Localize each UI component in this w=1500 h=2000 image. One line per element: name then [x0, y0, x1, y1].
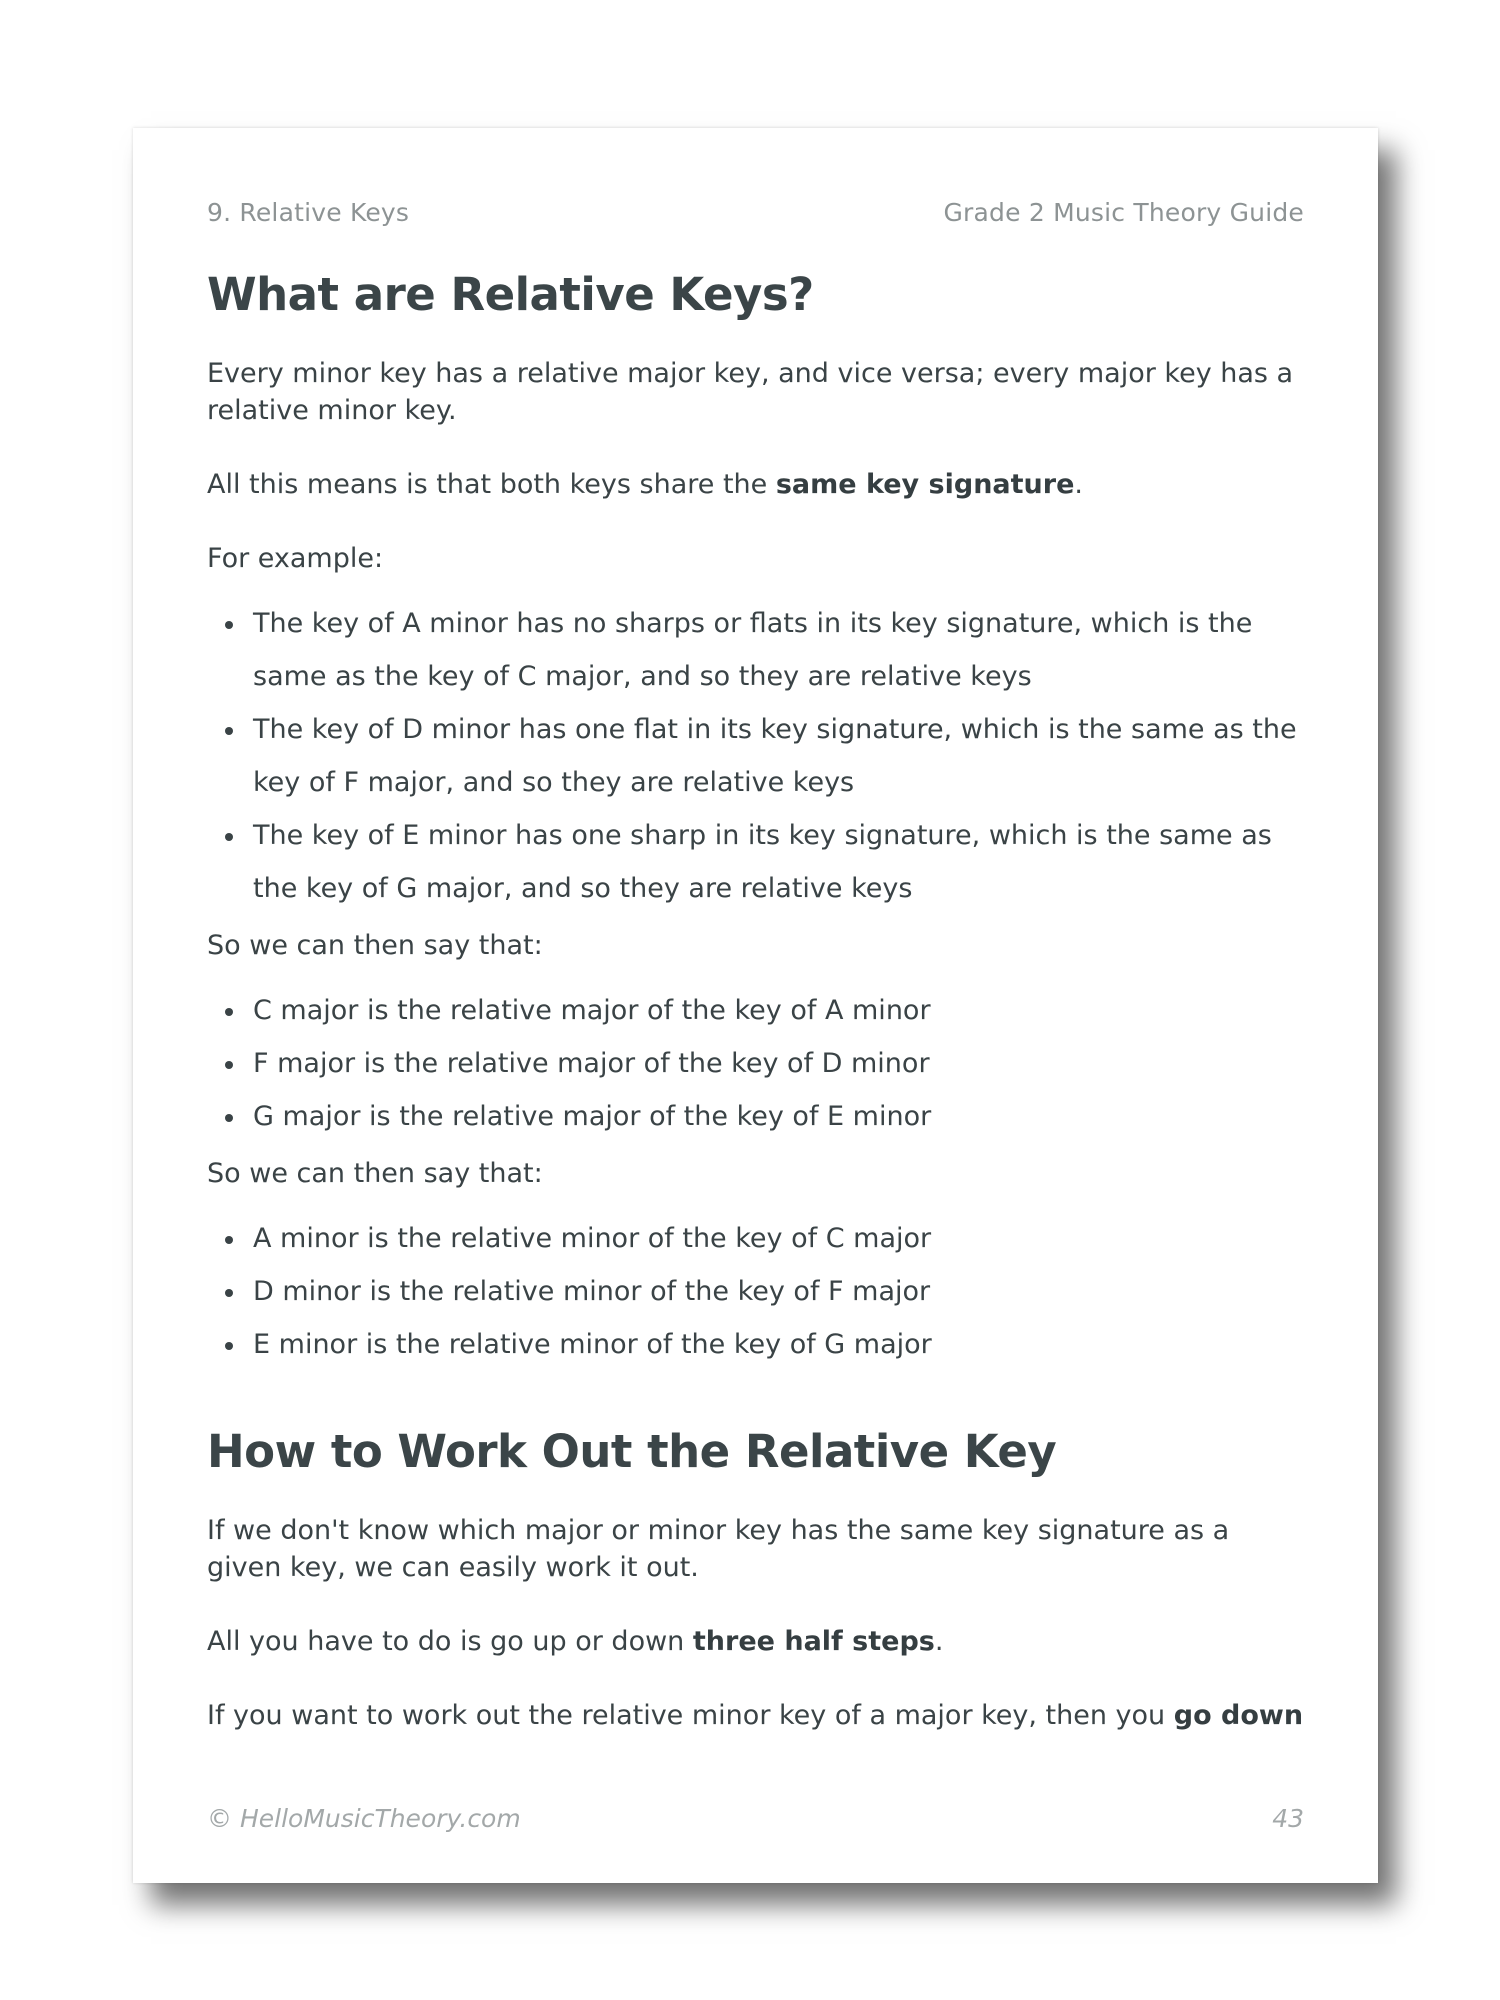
minor-text: If you want to work out the relative minor key of a major key, then you — [207, 1700, 1174, 1731]
list-item: The key of E minor has one sharp in its key signature, which is the same as the key of G major, and so they are relative keys — [253, 809, 1304, 915]
copyright-text: © HelloMusicTheory.com — [207, 1804, 521, 1833]
list-item: D minor is the relative minor of the key of F major — [253, 1265, 1304, 1318]
say-label: So we can then say that: — [207, 1158, 543, 1189]
relative-minor-paragraph — [207, 1697, 1304, 1734]
example-label: For example: — [207, 543, 384, 574]
steps-suffix: . — [934, 1626, 944, 1657]
work-out-paragraph: If we don't know which major or minor key has the same key signature as a given key, we can easily work it out. — [207, 1515, 1230, 1583]
list-item: F major is the relative major of the key of D minor — [253, 1037, 1304, 1090]
share-suffix: . — [1074, 469, 1083, 500]
steps-text: All you have to do is go up or down — [207, 1626, 693, 1657]
page-number: 43 — [1272, 1804, 1304, 1833]
document-page — [133, 128, 1378, 1883]
list-item: A minor is the relative minor of the key of C major — [253, 1212, 1304, 1265]
section-heading-work-out: How to Work Out the Relative Key — [207, 1425, 1057, 1478]
page-content — [207, 268, 1304, 1771]
list-item: The key of A minor has no sharps or flats in its key signature, which is the same as the key of C major, and so they are relative keys — [253, 597, 1304, 703]
examples-list — [207, 597, 1304, 915]
relative-majors-list — [207, 984, 1304, 1143]
share-bold: same key signature — [775, 469, 1075, 500]
chapter-title: 9. Relative Keys — [207, 198, 410, 227]
relative-minors-list — [207, 1212, 1304, 1371]
book-title: Grade 2 Music Theory Guide — [943, 198, 1304, 227]
share-text: All this means is that both keys share the — [207, 469, 776, 500]
key-signature-paragraph — [207, 466, 1304, 503]
list-item: G major is the relative major of the key of E minor — [253, 1090, 1304, 1143]
say-label: So we can then say that: — [207, 930, 543, 961]
list-item: C major is the relative major of the key of A minor — [253, 984, 1304, 1037]
minor-bold: go down — [1173, 1700, 1304, 1731]
list-item: E minor is the relative minor of the key of G major — [253, 1318, 1304, 1371]
running-header — [207, 198, 1304, 227]
steps-bold: three half steps — [692, 1626, 935, 1657]
list-item: The key of D minor has one flat in its key signature, which is the same as the key of F major, and so they are relative keys — [253, 703, 1304, 809]
intro-paragraph: Every minor key has a relative major key, and vice versa; every major key has a relative minor key. — [207, 358, 1294, 426]
half-steps-paragraph — [207, 1623, 1304, 1660]
section-heading-relative-keys: What are Relative Keys? — [207, 268, 814, 321]
page-body — [207, 128, 1304, 1883]
page-footer — [207, 1804, 1304, 1833]
